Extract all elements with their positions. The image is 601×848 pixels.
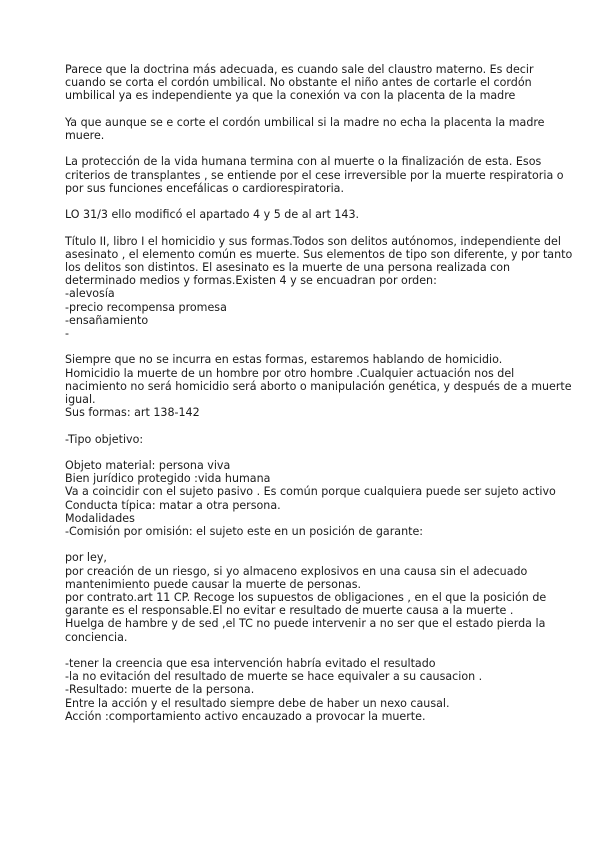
text-line: Homicidio la muerte de un hombre por otro hombre .Cualquier actuación nos del — [65, 366, 515, 380]
text-line: determinado medios y formas.Existen 4 y se encuadran por orden: — [65, 274, 437, 288]
text-line: Sus formas: art 138-142 — [65, 406, 200, 420]
text-line: Ya que aunque se e corte el cordón umbilical si la madre no echa la placenta la madre — [65, 115, 545, 129]
text-line: nacimiento no será homicidio será aborto o manipulación genética, y después de a muerte — [65, 379, 572, 393]
text-line: asesinato , el elemento común es muerte. Sus elementos de tipo son diferente, y por tanto — [65, 247, 573, 261]
document-body — [65, 63, 573, 723]
text-line: Huelga de hambre y de sed ,el TC no puede intervenir a no ser que el estado pierda la — [65, 617, 546, 631]
list-item: -precio recompensa promesa — [65, 300, 227, 314]
text-line: igual. — [65, 393, 96, 406]
section-heading: -Tipo objetivo: — [65, 432, 144, 446]
paragraph-gap — [65, 419, 541, 432]
text-line: Siempre que no se incurra en estas formas, estaremos hablando de homicidio. — [65, 353, 503, 367]
text-line: LO 31/3 ello modificó el apartado 4 y 5 de al art 143. — [65, 208, 360, 222]
paragraph-gap — [65, 221, 541, 234]
text-line: -la no evitación del resultado de muerte se hace equivaler a su causacion . — [65, 670, 483, 684]
text-line: Modalidades — [65, 511, 135, 525]
text-line: conciencia. — [65, 630, 128, 644]
text-line: La protección de la vida humana termina con al muerte o la finalización de esta. Esos — [65, 155, 542, 169]
text-line: por contrato.art 11 CP. Recoge los supuestos de obligaciones , en el que la posición de — [65, 591, 547, 604]
text-line: Conducta típica: matar a otra persona. — [65, 498, 281, 512]
text-line: criterios de transplantes , se entiende por el cese irreversible por la muerte respiratoria o — [65, 168, 564, 182]
text-line: Objeto material: persona viva — [65, 458, 231, 472]
text-line: Bien jurídico protegido :vida humana — [65, 472, 271, 486]
paragraph-gap — [65, 538, 541, 551]
text-line: Acción :comportamiento activo encauzado a provocar la muerte. — [65, 709, 426, 723]
text-line: muere. — [65, 129, 105, 142]
list-item: -ensañamiento — [65, 313, 149, 327]
list-item: -alevosía — [65, 287, 115, 301]
paragraph-gap — [65, 103, 541, 116]
text-line: Entre la acción y el resultado siempre debe de haber un nexo causal. — [65, 696, 450, 710]
text-line: Va a coincidir con el sujeto pasivo . Es común porque cualquiera puede ser sujeto activo — [65, 485, 556, 499]
paragraph-gap — [65, 340, 541, 353]
text-line: los delitos son distintos. El asesinato es la muerte de una persona realizada con — [65, 260, 511, 274]
text-line: -tener la creencia que esa intervención habría evitado el resultado — [65, 657, 436, 670]
text-line: Parece que la doctrina más adecuada, es cuando sale del claustro materno. Es decir — [65, 63, 534, 76]
paragraph-gap — [65, 195, 541, 208]
text-line: cuando se corta el cordón umbilical. No obstante el niño antes de cortarle el cordón — [65, 76, 532, 90]
text-line: umbilical ya es independiente ya que la conexión va con la placenta de la madre — [65, 89, 516, 103]
paragraph-gap — [65, 142, 541, 155]
list-item: - — [65, 327, 70, 340]
text-line: mantenimiento puede causar la muerte de personas. — [65, 577, 362, 591]
text-line: garante es el responsable.El no evitar e resultado de muerte causa a la muerte . — [65, 604, 514, 618]
text-line: por ley, — [65, 551, 107, 565]
text-line: por creación de un riesgo, si yo almaceno explosivos en una causa sin el adecuado — [65, 564, 528, 578]
text-line: Título II, libro I el homicidio y sus formas.Todos son delitos autónomos, independiente del — [65, 234, 561, 248]
text-line: por sus funciones encefálicas o cardiorespiratoria. — [65, 181, 344, 195]
text-line: -Comisión por omisión: el sujeto este en un posición de garante: — [65, 525, 424, 538]
paragraph-gap — [65, 644, 541, 657]
paragraph-gap — [65, 446, 541, 459]
text-line: -Resultado: muerte de la persona. — [65, 683, 255, 697]
